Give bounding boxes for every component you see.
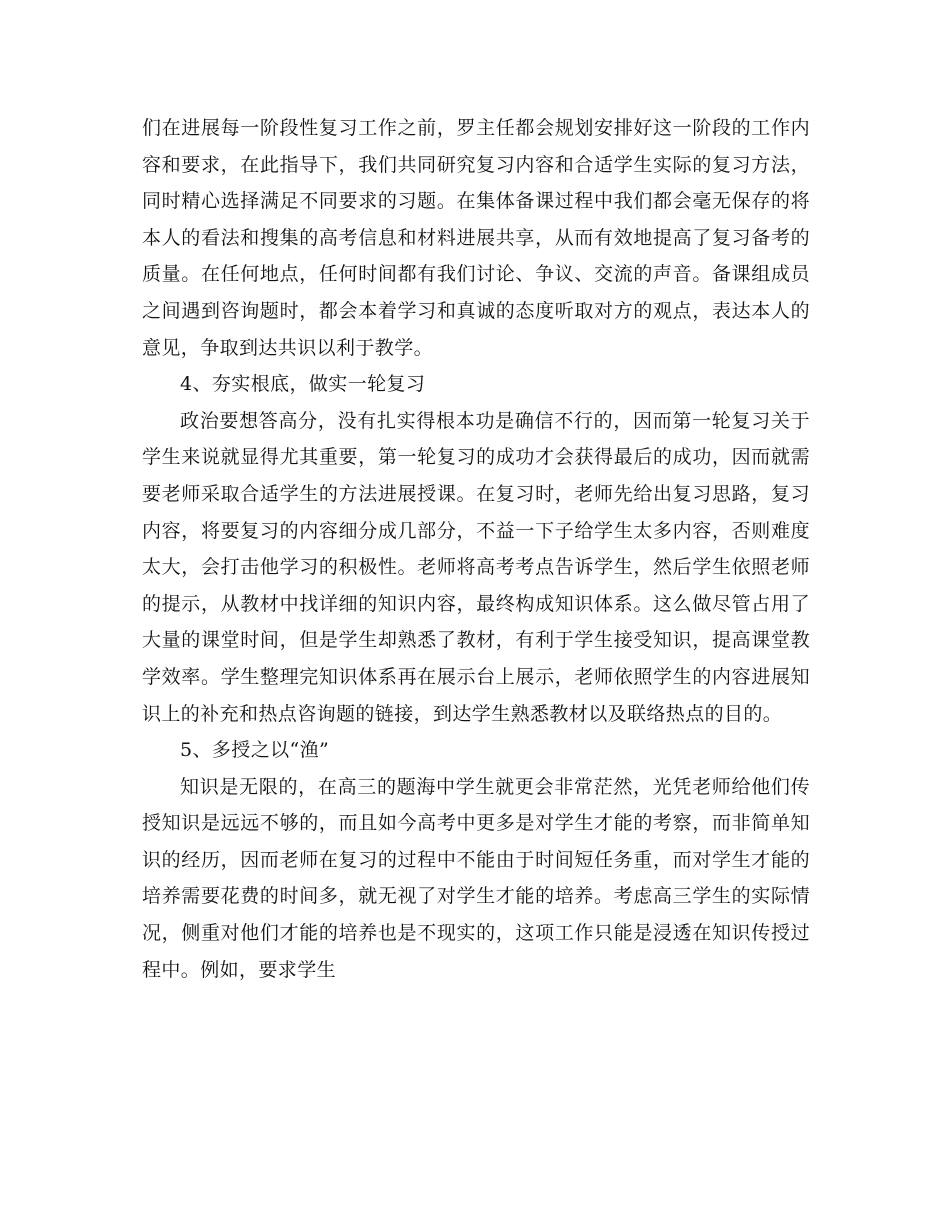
section-heading-4: 4、夯实根底，做实一轮复习 [180,373,426,396]
document-body [142,110,810,988]
paragraph-collective-preparation: 们在进展每一阶段性复习工作之前，罗主任都会规划安排好这一阶段的工作内容和要求，在此指导下，我们共同研究复习内容和合适学生实际的复习方法，同时精心选择满足不同要求的习题。在集体备课过程中我们都会毫无保存的将本人的看法和搜集的高考信息和材料进展共享，从而有效地提高了复习备考的质量。在任何地点，任何时间都有我们讨论、争议、交流的声音。备课组成员之间遇到咨询题时，都会本着学习和真诚的态度听取对方的观点，表达本人的意见，争取到达共识以利于教学。 [142,117,810,359]
paragraph-teach-methods: 知识是无限的，在高三的题海中学生就更会非常茫然，光凭老师给他们传授知识是远远不够的，而且如今高考中更多是对学生才能的考察，而非简单知识的经历，因而老师在复习的过程中不能由于时间短任务重，而对学生才能的培养需要花费的时间多，就无视了对学生才能的培养。考虑高三学生的实际情况，侧重对他们才能的培养也是不现实的，这项工作只能是浸透在知识传授过程中。例如，要求学生 [142,775,810,981]
section-heading-5: 5、多授之以“渔” [180,739,330,762]
paragraph-first-round-review: 政治要想答高分，没有扎实得根本功是确信不行的，因而第一轮复习关于学生来说就显得尤其重要，第一轮复习的成功才会获得最后的成功，因而就需要老师采取合适学生的方法进展授课。在复习时，老师先给出复习思路，复习内容，将要复习的内容细分成几部分，不益一下子给学生太多内容，否则难度太大，会打击他学习的积极性。老师将高考考点告诉学生，然后学生依照老师的提示，从教材中找详细的知识内容，最终构成知识体系。这么做尽管占用了大量的课堂时间，但是学生却熟悉了教材，有利于学生接受知识，提高课堂教学效率。学生整理完知识体系再在展示台上展示，老师依照学生的内容进展知识上的补充和热点咨询题的链接，到达学生熟悉教材以及联络热点的目的。 [142,409,810,725]
